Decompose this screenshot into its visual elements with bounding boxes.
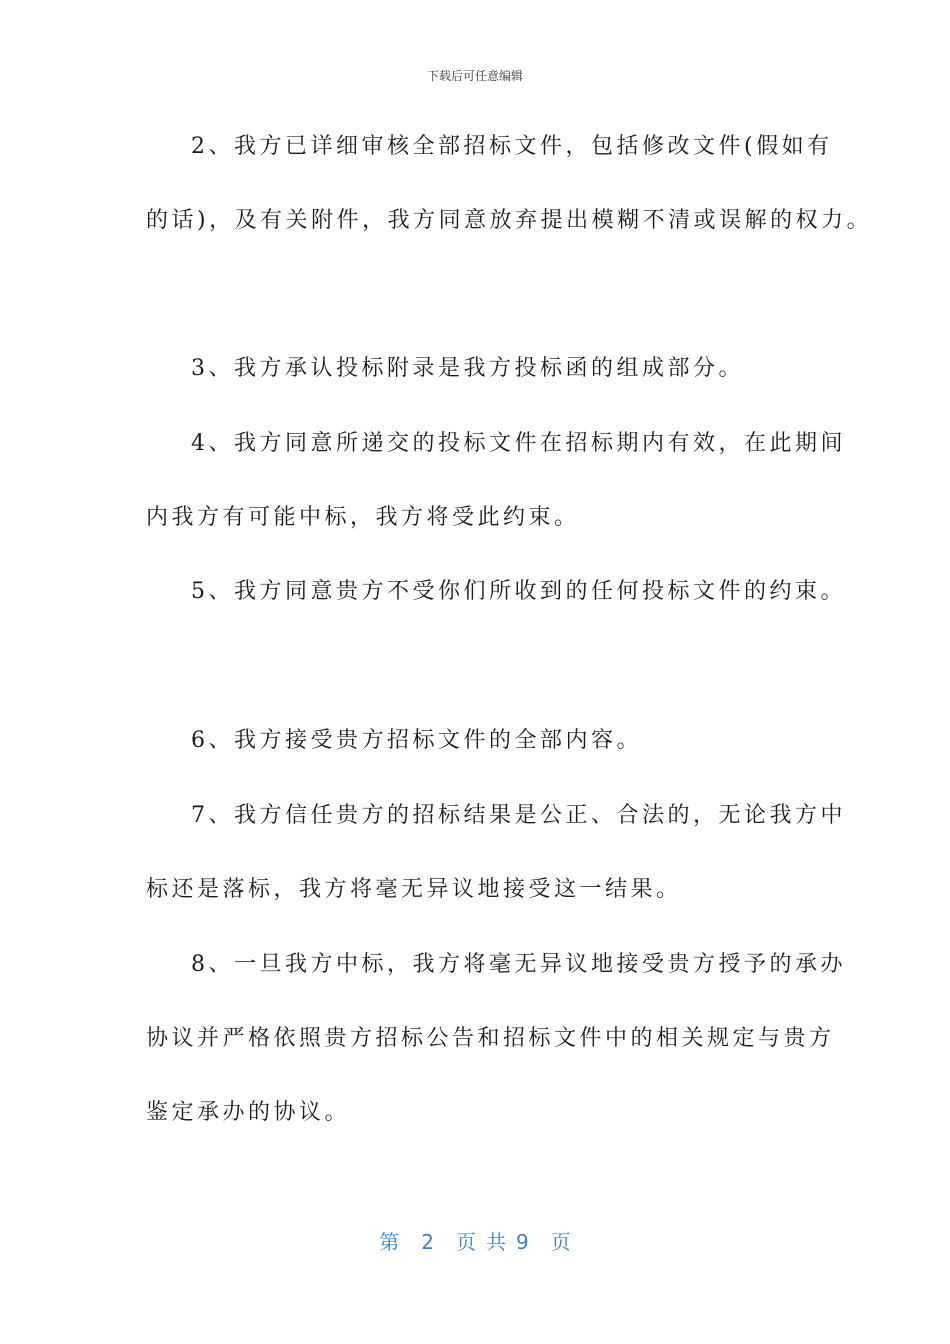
footer-page-number: 2: [421, 1230, 434, 1254]
paragraph-8-line-3: 鉴定承办的协议。: [146, 1100, 351, 1125]
footer-suffix: 页: [550, 1230, 571, 1254]
paragraph-7-line-1: 7、我方信任贵方的招标结果是公正、合法的，无论我方中: [191, 803, 846, 828]
paragraph-6-line-1: 6、我方接受贵方招标文件的全部内容。: [191, 728, 642, 753]
paragraph-7-line-2: 标还是落标，我方将毫无异议地接受这一结果。: [146, 877, 682, 902]
paragraph-3-line-1: 3、我方承认投标附录是我方投标函的组成部分。: [191, 356, 744, 381]
paragraph-4-line-1: 4、我方同意所递交的投标文件在招标期内有效，在此期间: [191, 431, 846, 456]
page-footer: [0, 1226, 950, 1255]
footer-prefix: 第: [379, 1230, 400, 1254]
paragraph-8-line-2: 协议并严格依照贵方招标公告和招标文件中的相关规定与贵方: [146, 1026, 835, 1051]
paragraph-5-line-1: 5、我方同意贵方不受你们所收到的任何投标文件的约束。: [191, 579, 846, 604]
header-note: 下载后可任意编辑: [426, 69, 523, 83]
paragraph-4-line-2: 内我方有可能中标，我方将受此约束。: [146, 505, 580, 530]
paragraph-2-line-2: 的话)，及有关附件，我方同意放弃提出模糊不清或误解的权力。: [146, 208, 873, 233]
paragraph-8-line-1: 8、一旦我方中标，我方将毫无异议地接受贵方授予的承办: [191, 952, 846, 977]
footer-middle: 页共: [456, 1230, 516, 1254]
paragraph-2-line-1: 2、我方已详细审核全部招标文件，包括修改文件(假如有: [191, 134, 833, 159]
footer-total-pages: 9: [516, 1230, 529, 1254]
